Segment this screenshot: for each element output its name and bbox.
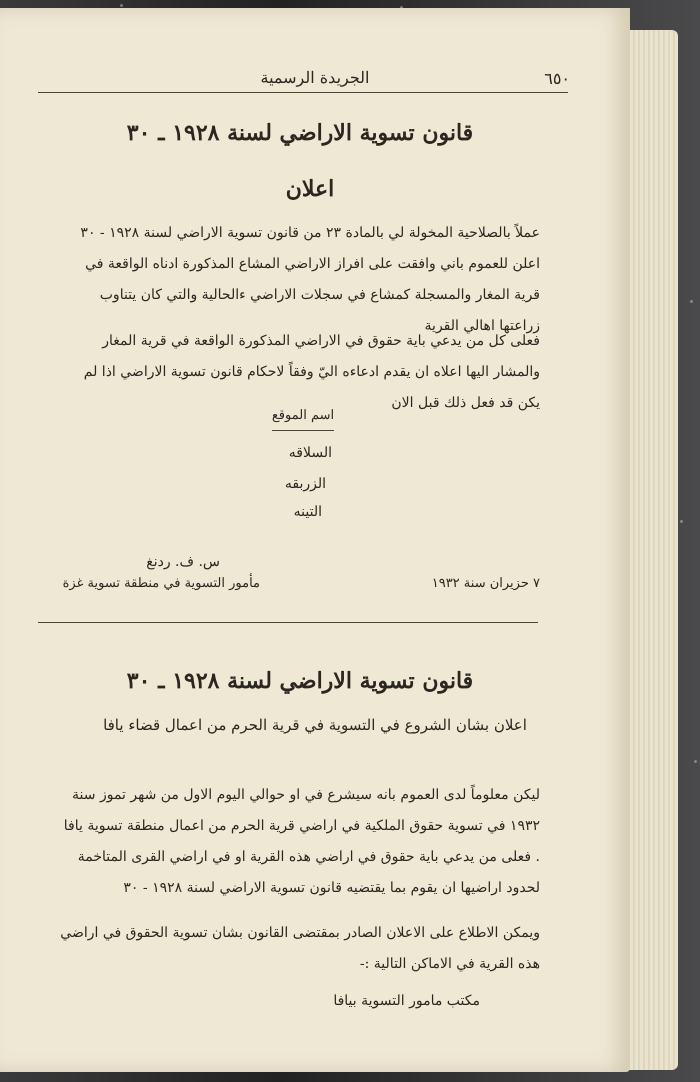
cover-speck xyxy=(680,520,683,523)
section-divider xyxy=(38,622,538,623)
location-item: الزربقه xyxy=(284,476,326,492)
notice-paragraph: ليكن معلوماً لدى العموم بانه سيشرع في او حوالي اليوم الاول من شهر تموز سنة ١٩٣٢ في تسوية حقوق الملكية في اراضي قرية الحرم من اعمال منطقة تسوية يافا . فعلى من يدعي باية حقوق في اراضي هذه القرية او في اراضي القرى المتاخمة لحدود اراضيها ان يقوم بما يقتضيه قانون تسوية الاراضي لسنة ١٩٢٨ - ٣٠ xyxy=(63,787,540,896)
law-title: قانون تسوية الاراضي لسنة ١٩٢٨ ـ ٣٠ xyxy=(126,668,474,694)
office-location: مكتب مامور التسوية بيافا xyxy=(333,993,480,1009)
document-page xyxy=(0,8,630,1072)
cover-speck xyxy=(694,760,697,763)
cover-speck xyxy=(120,4,123,7)
locations-header: اسم الموقع xyxy=(271,408,335,423)
notice-paragraph: ويمكن الاطلاع على الاعلان الصادر بمقتضى القانون بشان تسوية الحقوق في اراضي هذه القرية في الاماكن التالية :- xyxy=(60,925,540,972)
header-rule xyxy=(38,92,568,93)
location-item: التينه xyxy=(293,504,322,520)
notice-heading: اعلان xyxy=(285,176,335,202)
signatory-name: س. ف. ردنغ xyxy=(146,554,220,570)
notice-paragraph: عملاً بالصلاحية المخولة لي بالمادة ٢٣ من قانون تسوية الاراضي لسنة ١٩٢٨ - ٣٠ اعلن للعموم باني وافقت على افراز الاراضي المشاع المذكورة ادناه الواقعة في قرية المغار والمسجلة كمشاع في سجلات الاراضي ءالحالية والتي كان يتناوب زراعتها اهالي القرية xyxy=(80,225,540,334)
signatory-title: مأمور التسوية في منطقة تسوية غزة xyxy=(62,576,260,591)
running-header: الجريدة الرسمية xyxy=(260,68,370,87)
notice-date: ٧ حزيران سنة ١٩٣٢ xyxy=(431,576,540,591)
law-title: قانون تسوية الاراضي لسنة ١٩٢٨ ـ ٣٠ xyxy=(126,120,474,146)
location-item: السلاقه xyxy=(288,445,332,461)
cover-speck xyxy=(690,300,693,303)
notice-paragraph: فعلى كل من يدعي باية حقوق في الاراضي المذكورة الواقعة في قرية المغار والمشار اليها اعلاه ان يقدم ادعاءه اليّ وفقاً لاحكام قانون تسوية الاراضي اذا لم يكن قد فعل ذلك قبل الان xyxy=(83,333,540,411)
page-number: ٦٥٠ xyxy=(544,69,570,88)
notice-subtitle: اعلان بشان الشروع في التسوية في قرية الحرم من اعمال قضاء يافا xyxy=(103,716,527,734)
locations-rule xyxy=(272,430,334,431)
